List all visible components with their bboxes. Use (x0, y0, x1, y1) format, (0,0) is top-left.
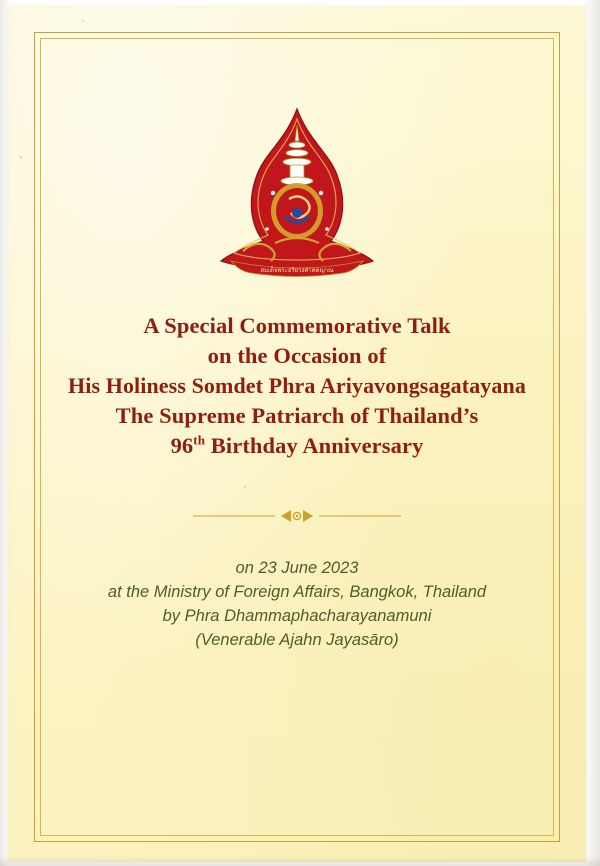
event-date: on 23 June 2023 (235, 559, 359, 577)
title-line-4: The Supreme Patriarch of Thailand’s (115, 403, 479, 428)
svg-text:สมเด็จพระอริยวงศาคตญาณ: สมเด็จพระอริยวงศาคตญาณ (260, 267, 334, 274)
scan-speck (20, 156, 22, 159)
scan-shadow-left (0, 0, 10, 866)
event-speaker-alt-name: (Venerable Ajahn Jayasāro) (195, 631, 399, 649)
title-line-1: A Special Commemorative Talk (143, 313, 451, 338)
scan-speck (82, 20, 84, 22)
title-line-3: His Holiness Somdet Phra Ariyavongsagatayana (68, 373, 526, 398)
event-speaker: by Phra Dhammaphacharayanamuni (162, 607, 432, 625)
scan-shadow-right (584, 0, 600, 866)
scan-speck (244, 486, 246, 488)
paper-sheet (8, 6, 586, 862)
anniversary-ordinal: th (193, 432, 206, 448)
event-venue: at the Ministry of Foreign Affairs, Bangkok, Thailand (107, 583, 487, 601)
anniversary-number: 96 (170, 433, 194, 458)
scan-shadow-bottom (0, 856, 600, 866)
title-line-2: on the Occasion of (207, 343, 387, 368)
anniversary-rest: Birthday Anniversary (205, 433, 424, 458)
border-frame-inner (40, 38, 554, 836)
